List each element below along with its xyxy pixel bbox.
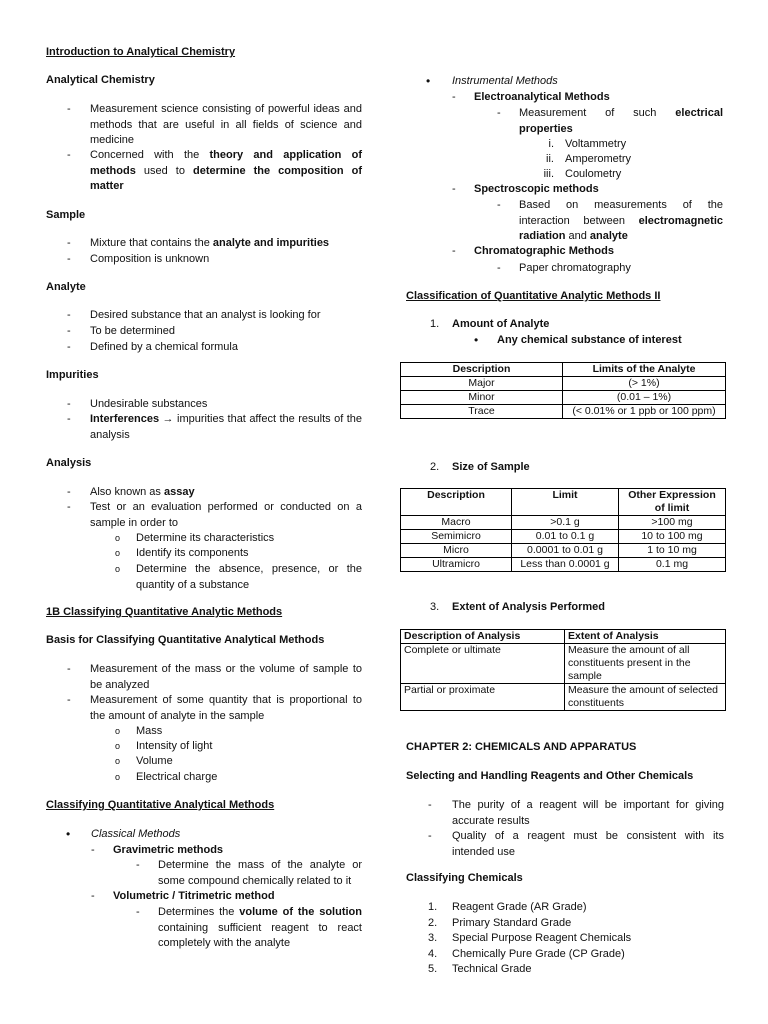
roman-numeral: ii.: [546, 153, 554, 165]
list-item: Paper chromatography: [519, 262, 631, 274]
table-row: [401, 684, 726, 711]
table-cell: 10 to 100 mg: [619, 530, 726, 544]
heading-analysis: Analysis: [46, 457, 92, 469]
bullet-icon: •: [474, 333, 479, 347]
table-cell: Ultramicro: [401, 558, 512, 572]
dash: -: [452, 91, 456, 103]
circle-bullet-icon: o: [115, 741, 121, 751]
list-item: Undesirable substances: [90, 398, 208, 410]
electroanalytical-methods: Electroanalytical Methods: [474, 91, 610, 103]
list-item: Based on measurements of the interaction between electromagnetic radiation and analyte: [519, 199, 723, 242]
dash: -: [452, 245, 456, 257]
table-cell: Partial or proximate: [401, 684, 565, 711]
heading-impurities: Impurities: [46, 369, 99, 381]
table-row: [401, 516, 726, 530]
circle-bullet-icon: o: [115, 772, 121, 782]
sub-item: Determine its characteristics: [136, 532, 275, 544]
heading-classifying-chemicals: Classifying Chemicals: [406, 872, 523, 884]
dash: -: [136, 859, 140, 871]
page-title: Introduction to Analytical Chemistry: [46, 46, 236, 58]
list-item: Interferences → impurities that affect the results of the analysis: [90, 413, 362, 441]
dash: -: [67, 149, 71, 161]
spectroscopic-methods: Spectroscopic methods: [474, 183, 599, 195]
list-number: 2.: [430, 461, 440, 473]
table-cell: Trace: [401, 405, 563, 419]
classical-methods: Classical Methods: [91, 828, 181, 840]
list-item: Primary Standard Grade: [452, 917, 572, 929]
list-item: Measurement of the mass or the volume of sample to be analyzed: [90, 663, 362, 691]
table-row: [401, 391, 726, 405]
dash: -: [497, 107, 501, 119]
table-cell: (< 0.01% or 1 ppb or 100 ppm): [563, 405, 726, 419]
table-header-row: [401, 630, 726, 644]
table-cell: Macro: [401, 516, 512, 530]
table-cell: Complete or ultimate: [401, 644, 565, 684]
dash: -: [67, 694, 71, 706]
list-item: Measurement of some quantity that is proportional to the amount of analyte in the sample: [90, 694, 362, 722]
list-item: Mixture that contains the analyte and impurities: [90, 237, 330, 249]
list-item: Technical Grade: [452, 963, 532, 975]
table-cell: 0.0001 to 0.01 g: [512, 544, 619, 558]
dash: -: [91, 844, 95, 856]
table-cell: Major: [401, 377, 563, 391]
table-header: Other Expression of limit: [619, 489, 726, 516]
table-row: [401, 405, 726, 419]
heading-size-of-sample: Size of Sample: [452, 461, 530, 473]
list-item: Reagent Grade (AR Grade): [452, 901, 587, 913]
list-number: 1.: [428, 901, 438, 913]
heading-analyte: Analyte: [46, 281, 86, 293]
list-item: Measurement science consisting of powerful ideas and methods that are useful in all fields of science and medicine: [90, 103, 362, 146]
list-item: Quality of a reagent must be consistent with its intended use: [452, 830, 724, 858]
heading-basis: Basis for Classifying Quantitative Analytical Methods: [46, 634, 325, 646]
table-cell: (0.01 – 1%): [563, 391, 726, 405]
dash: -: [67, 501, 71, 513]
list-item: Test or an evaluation performed or conducted on a sample in order to: [90, 501, 362, 529]
table-header: Limits of the Analyte: [563, 363, 726, 377]
sub-item: Mass: [136, 725, 163, 737]
table-header: Description: [401, 363, 563, 377]
circle-bullet-icon: o: [115, 756, 121, 766]
heading-sample: Sample: [46, 209, 86, 221]
sample-size-table: [400, 488, 726, 572]
circle-bullet-icon: o: [115, 564, 121, 574]
dash: -: [428, 830, 432, 842]
dash: -: [428, 799, 432, 811]
chromatographic-methods: Chromatographic Methods: [474, 245, 614, 257]
table-cell: (> 1%): [563, 377, 726, 391]
sub-item: Intensity of light: [136, 740, 213, 752]
table-row: [401, 544, 726, 558]
table-header-row: [401, 489, 726, 516]
list-item: Also known as assay: [90, 486, 195, 498]
bullet-icon: •: [66, 827, 71, 841]
dash: -: [67, 253, 71, 265]
table-header: Extent of Analysis: [565, 630, 726, 644]
dash: -: [67, 413, 71, 425]
roman-numeral: i.: [548, 138, 554, 150]
sub-item: Amperometry: [565, 153, 632, 165]
list-item: Determines the volume of the solution containing sufficient reagent to react completely with the analyte: [158, 906, 362, 949]
dash: -: [67, 325, 71, 337]
list-number: 1.: [430, 318, 440, 330]
table-cell: Less than 0.0001 g: [512, 558, 619, 572]
table-header: Description of Analysis: [401, 630, 565, 644]
list-item: Defined by a chemical formula: [90, 341, 238, 353]
sub-item: Electrical charge: [136, 771, 218, 783]
bullet-icon: •: [426, 74, 431, 88]
table-cell: Semimicro: [401, 530, 512, 544]
list-item: Concerned with the theory and application of methods used to determine the composition of matter: [90, 149, 362, 192]
sub-item: Volume: [136, 755, 173, 767]
table-cell: >100 mg: [619, 516, 726, 530]
dash: -: [497, 199, 501, 211]
list-item: Composition is unknown: [90, 253, 210, 265]
section-1b-heading: 1B Classifying Quantitative Analytic Methods: [46, 606, 283, 618]
dash: -: [91, 890, 95, 902]
list-item: Determine the mass of the analyte or some compound chemically related to it: [158, 859, 362, 887]
dash: -: [67, 309, 71, 321]
sub-item: Voltammetry: [565, 138, 627, 150]
list-item: The purity of a reagent will be important for giving accurate results: [452, 799, 724, 827]
dash: -: [497, 262, 501, 274]
table-cell: Measure the amount of all constituents present in the sample: [565, 644, 726, 684]
list-item: Chemically Pure Grade (CP Grade): [452, 948, 625, 960]
sub-item: Identify its components: [136, 547, 249, 559]
bullet-text: Any chemical substance of interest: [497, 334, 682, 346]
heading-amount-of-analyte: Amount of Analyte: [452, 318, 550, 330]
dash: -: [67, 341, 71, 353]
sub-item: Coulometry: [565, 168, 622, 180]
table-header-row: [401, 363, 726, 377]
volumetric-method: Volumetric / Titrimetric method: [113, 890, 275, 902]
extent-of-analysis-table: [400, 629, 726, 711]
table-cell: 0.01 to 0.1 g: [512, 530, 619, 544]
list-item: Special Purpose Reagent Chemicals: [452, 932, 632, 944]
heading-analytical-chemistry: Analytical Chemistry: [46, 74, 155, 86]
table-cell: >0.1 g: [512, 516, 619, 530]
table-cell: 0.1 mg: [619, 558, 726, 572]
dash: -: [67, 663, 71, 675]
table-cell: Minor: [401, 391, 563, 405]
list-item: Desired substance that an analyst is looking for: [90, 309, 321, 321]
dash: -: [67, 398, 71, 410]
chapter-2-heading: CHAPTER 2: CHEMICALS AND APPARATUS: [406, 741, 637, 753]
heading-classification-ii: Classification of Quantitative Analytic Methods II: [406, 290, 661, 302]
list-number: 5.: [428, 963, 438, 975]
list-item: To be determined: [90, 325, 175, 337]
list-number: 4.: [428, 948, 438, 960]
list-number: 3.: [428, 932, 438, 944]
dash: -: [67, 237, 71, 249]
table-row: [401, 644, 726, 684]
table-cell: Micro: [401, 544, 512, 558]
list-number: 2.: [428, 917, 438, 929]
table-cell: Measure the amount of selected constituents: [565, 684, 726, 711]
dash: -: [67, 103, 71, 115]
heading-selecting-reagents: Selecting and Handling Reagents and Other Chemicals: [406, 770, 694, 782]
heading-extent-of-analysis: Extent of Analysis Performed: [452, 601, 606, 613]
dash: -: [136, 906, 140, 918]
table-row: [401, 558, 726, 572]
roman-numeral: iii.: [543, 168, 554, 180]
table-header: Description: [401, 489, 512, 516]
circle-bullet-icon: o: [115, 533, 121, 543]
table-cell: 1 to 10 mg: [619, 544, 726, 558]
list-number: 3.: [430, 601, 440, 613]
dash: -: [452, 183, 456, 195]
table-header: Limit: [512, 489, 619, 516]
table-row: [401, 530, 726, 544]
table-row: [401, 377, 726, 391]
instrumental-methods: Instrumental Methods: [452, 75, 558, 87]
analyte-limits-table: [400, 362, 726, 419]
heading-classifying-methods: Classifying Quantitative Analytical Methods: [46, 799, 275, 811]
sub-item: Determine the absence, presence, or the quantity of a substance: [136, 563, 362, 591]
list-item: Measurement of such electrical properties: [519, 107, 723, 135]
circle-bullet-icon: o: [115, 726, 121, 736]
circle-bullet-icon: o: [115, 548, 121, 558]
dash: -: [67, 486, 71, 498]
gravimetric-methods: Gravimetric methods: [113, 844, 224, 856]
